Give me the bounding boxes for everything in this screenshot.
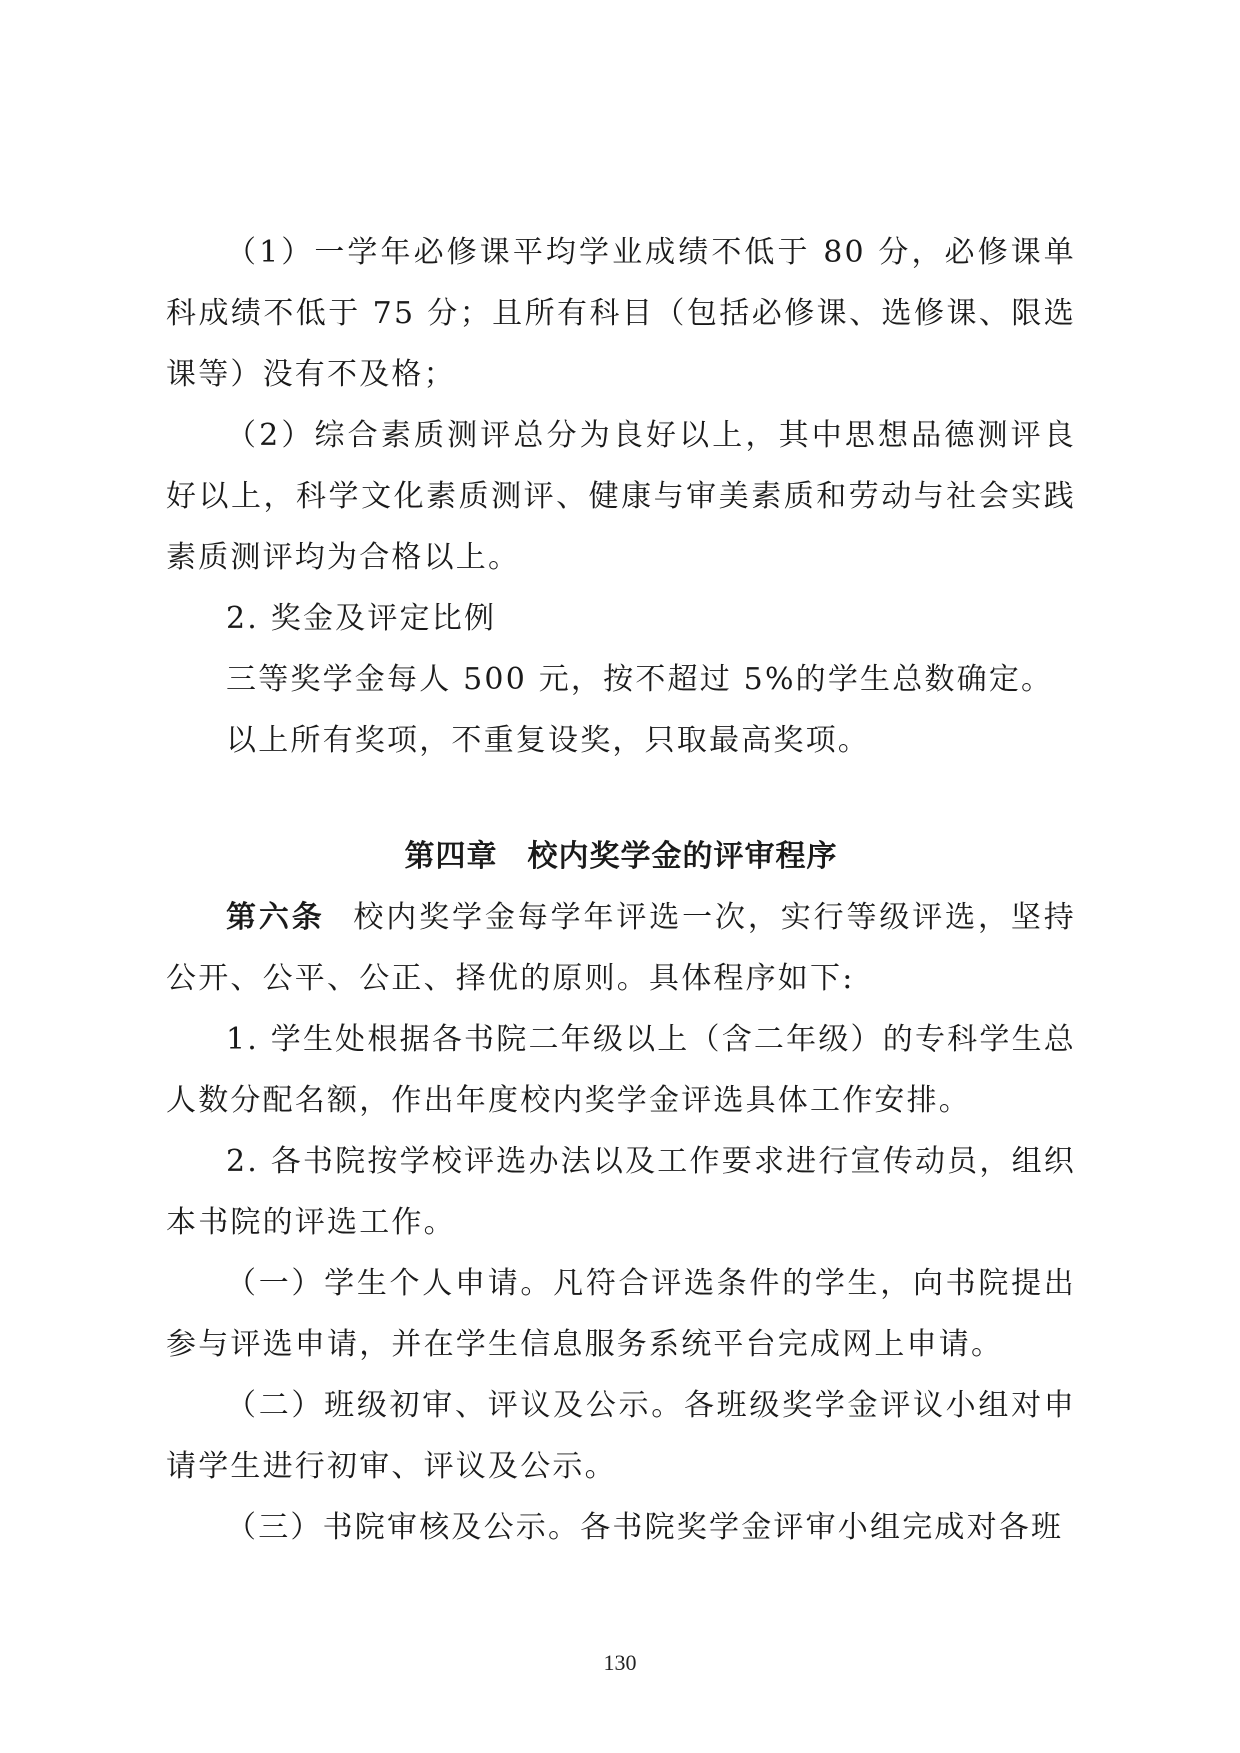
paragraph-college-organization: 2. 各书院按学校评选办法以及工作要求进行宣传动员，组织本书院的评选工作。 (166, 1144, 1076, 1240)
paragraph-step-two: （二）班级初审、评议及公示。各班级奖学金评议小组对申请学生进行初审、评议及公示。 (166, 1388, 1076, 1484)
paragraph-third-prize: 三等奖学金每人 500 元，按不超过 5%的学生总数确定。 (226, 662, 1054, 697)
chapter-number: 第四章 (404, 839, 498, 874)
paragraph-step-one: （一）学生个人申请。凡符合评选条件的学生，向书院提出参与评选申请，并在学生信息服务系统平台完成网上申请。 (166, 1266, 1076, 1362)
article-label: 第六条 (226, 900, 325, 935)
article-text: 校内奖学金每学年评选一次，实行等级评选，坚持公开、公平、公正、择优的原则。具体程序如下: (166, 900, 1076, 996)
document-body (166, 222, 1076, 1558)
chapter-heading (166, 826, 1076, 887)
paragraph-step-three: （三）书院审核及公示。各书院奖学金评审小组完成对各班 (226, 1510, 1064, 1545)
chapter-title: 校内奖学金的评审程序 (527, 839, 838, 874)
paragraph-award-ratio-heading: 2. 奖金及评定比例 (226, 601, 497, 636)
paragraph-academic-requirement: （1）一学年必修课平均学业成绩不低于 80 分，必修课单科成绩不低于 75 分；且所有科目（包括必修课、选修课、限选课等）没有不及格； (166, 235, 1076, 392)
page-number: 130 (603, 1650, 637, 1675)
paragraph-quota-allocation: 1. 学生处根据各书院二年级以上（含二年级）的专科学生总人数分配名额，作出年度校内奖学金评选具体工作安排。 (166, 1022, 1076, 1118)
paragraph-quality-requirement: （2）综合素质测评总分为良好以上，其中思想品德测评良好以上，科学文化素质测评、健康与审美素质和劳动与社会实践素质测评均为合格以上。 (166, 418, 1076, 575)
article-paragraph (166, 887, 1076, 1009)
paragraph-no-duplicate-awards: 以上所有奖项，不重复设奖，只取最高奖项。 (226, 723, 870, 758)
